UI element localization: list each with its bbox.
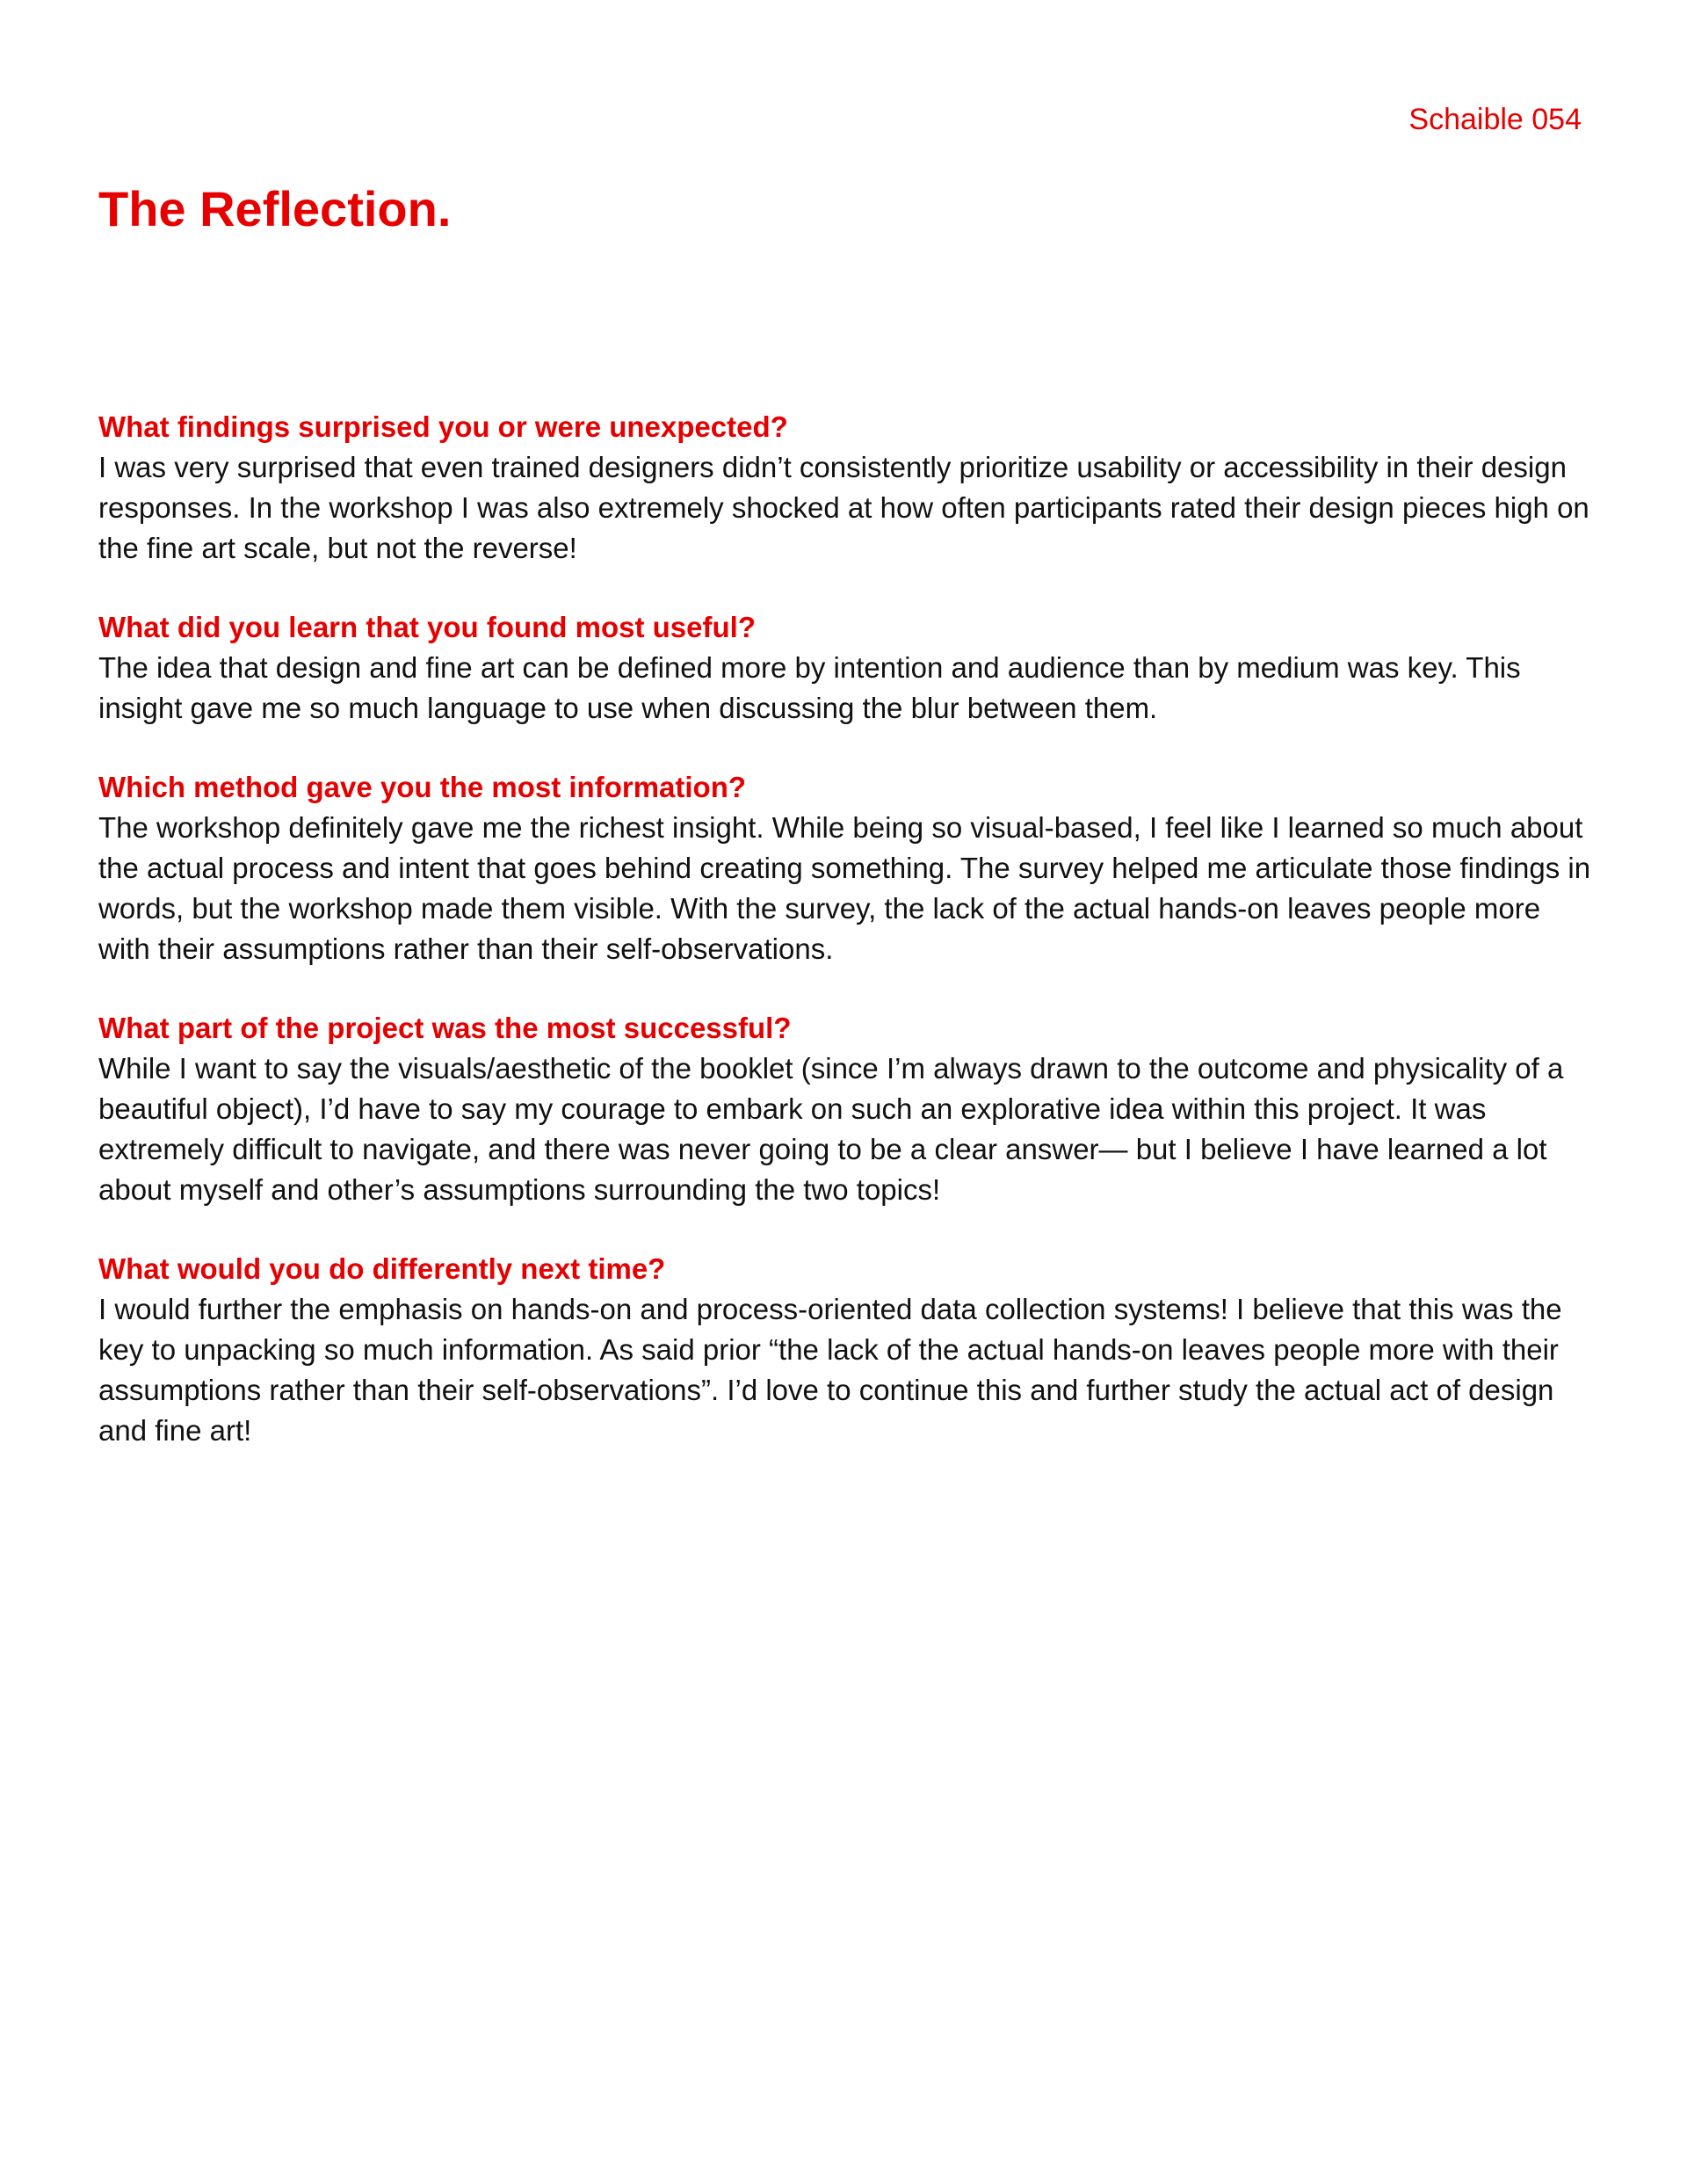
answer-paragraph: The idea that design and fine art can be defined more by intention and audience than by medium was key. This insight gave me so much language to use when discussing the blur between them. [98,651,1521,724]
question-heading: What part of the project was the most successful? [98,1012,792,1044]
answer-paragraph: I was very surprised that even trained designers didn’t consistently prioritize usability or accessibility in their design responses. In the workshop I was also extremely shocked at how often participants rated their design pieces high on the fine art scale, but not the reverse! [98,451,1589,564]
qa-section [98,607,1592,729]
answer-paragraph: I would further the emphasis on hands-on and process-oriented data collection systems! I believe that this was the key to unpacking so much information. As said prior “the lack of the actual hands-on leaves people more with their assumptions rather than their self-observations”. I’d love to continue this and further study the actual act of design and fine art! [98,1293,1562,1447]
reflection-questions [98,407,1592,1490]
page-label: Schaible 054 [1408,103,1582,136]
answer-paragraph: While I want to say the visuals/aesthetic of the booklet (since I’m always drawn to the outcome and physicality of a beautiful object), I’d have to say my courage to embark on such an explorative idea within this project. It was extremely difficult to navigate, and there was never going to be a clear answer— but I believe I have learned a lot about myself and other’s assumptions surrounding the two topics! [98,1052,1564,1206]
qa-section [98,767,1592,969]
question-heading: What findings surprised you or were unexpected? [98,410,788,443]
question-heading: What would you do differently next time? [98,1252,666,1285]
question-heading: What did you learn that you found most useful? [98,611,756,643]
answer-paragraph: The workshop definitely gave me the richest insight. While being so visual-based, I feel like I learned so much about the actual process and intent that goes behind creating something. The survey helped me articulate those findings in words, but the workshop made them visible. With the survey, the lack of the actual hands-on leaves people more with their assumptions rather than their self-observations. [98,811,1591,965]
qa-section [98,1008,1592,1210]
question-heading: Which method gave you the most information? [98,771,747,803]
page-title: The Reflection. [98,181,452,236]
qa-section [98,407,1592,569]
qa-section [98,1249,1592,1451]
